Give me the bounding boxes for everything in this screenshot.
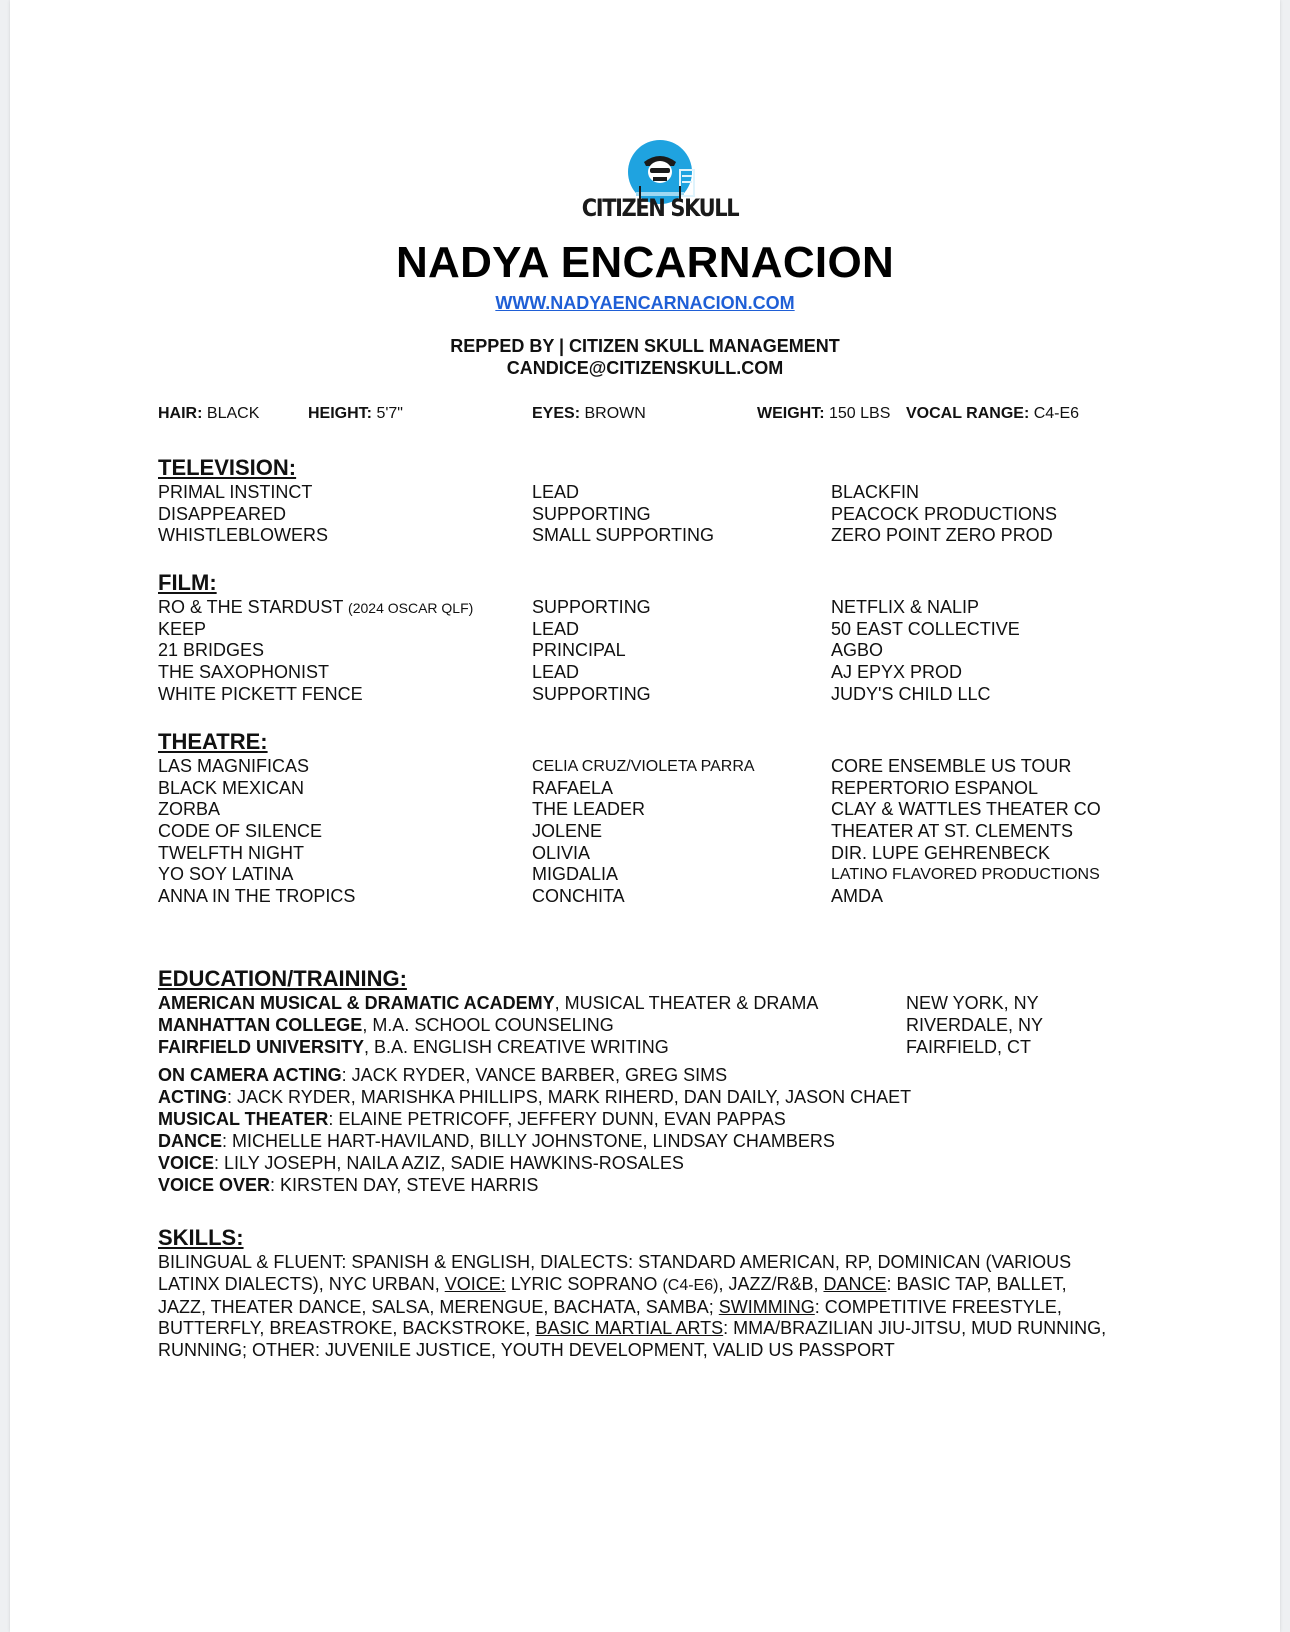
training-line: VOICE OVER: KIRSTEN DAY, STEVE HARRIS (158, 1175, 539, 1195)
stat-vocal-range: VOCAL RANGE: C4-E6 (906, 405, 1080, 422)
education-location: NEW YORK, NY (906, 993, 1039, 1013)
education-line: FAIRFIELD UNIVERSITY, B.A. ENGLISH CREATIVE WRITING (158, 1037, 669, 1057)
skills-heading: SKILLS: (158, 1225, 244, 1250)
theatre-companies: CORE ENSEMBLE US TOUR REPERTORIO ESPANOL CLAY & WATTLES THEATER CO THEATER AT ST. CLEMENTS DIR. LUPE GEHRENBECK LATINO FLAVORED PRODUCTIONS AMDA (831, 756, 1101, 907)
stat-hair: HAIR: BLACK (158, 405, 260, 422)
logo-wordmark: CITIZEN SKULL (581, 194, 739, 222)
education-heading: EDUCATION/TRAINING: (158, 966, 407, 991)
film-titles: RO & THE STARDUST (2024 OSCAR QLF) KEEP 21 BRIDGES THE SAXOPHONIST WHITE PICKETT FENCE (158, 597, 474, 704)
film-companies: NETFLIX & NALIP 50 EAST COLLECTIVE AGBO AJ EPYX PROD JUDY'S CHILD LLC (831, 597, 1020, 704)
training-line: DANCE: MICHELLE HART-HAVILAND, BILLY JOHNSTONE, LINDSAY CHAMBERS (158, 1131, 835, 1151)
television-roles: LEAD SUPPORTING SMALL SUPPORTING (532, 482, 715, 546)
stat-weight: WEIGHT: 150 LBS (757, 405, 891, 422)
training-line: VOICE: LILY JOSEPH, NAILA AZIZ, SADIE HAWKINS-ROSALES (158, 1153, 684, 1173)
skills-paragraph: BILINGUAL & FLUENT: SPANISH & ENGLISH, DIALECTS: STANDARD AMERICAN, RP, DOMINICAN (VARIOUS LATINX DIALECTS), NYC URBAN, VOICE: LYRIC SOPRANO (C4-E6), JAZZ/R&B, DANCE: BASIC TAP, BALLET, JAZZ, THEATER DANCE, SALSA, MERENGUE, BACHATA, SAMBA; SWIMMING: COMPETITIVE FREESTYLE, BUTTERFLY, BREASTROKE, BACKSTROKE, BASIC MARTIAL ARTS: MMA/BRAZILIAN JIU-JITSU, MUD RUNNING, RUNNING; OTHER: JUVENILE JUSTICE, YOUTH DEVELOPMENT, VALID US PASSPORT (158, 1252, 1107, 1361)
actor-name: NADYA ENCARNACION (395, 238, 895, 287)
education-location: RIVERDALE, NY (906, 1015, 1044, 1035)
training-line: ON CAMERA ACTING: JACK RYDER, VANCE BARBER, GREG SIMS (158, 1065, 728, 1085)
film-heading: FILM: (158, 570, 217, 595)
stat-eyes: EYES: BROWN (532, 405, 646, 422)
training-line: ACTING: JACK RYDER, MARISHKA PHILLIPS, MARK RIHERD, DAN DAILY, JASON CHAET (158, 1087, 912, 1107)
education-location: FAIRFIELD, CT (906, 1037, 1032, 1057)
education-line: MANHATTAN COLLEGE, M.A. SCHOOL COUNSELING (158, 1015, 614, 1035)
film-roles: SUPPORTING LEAD PRINCIPAL LEAD SUPPORTING (532, 597, 651, 704)
education-line: AMERICAN MUSICAL & DRAMATIC ACADEMY, MUSICAL THEATER & DRAMA (158, 993, 819, 1013)
website-link[interactable]: WWW.NADYAENCARNACION.COM (495, 293, 795, 313)
agent-email[interactable]: CANDICE@CITIZENSKULL.COM (506, 358, 784, 378)
citizen-skull-logo (570, 140, 750, 240)
theatre-titles: LAS MAGNIFICAS BLACK MEXICAN ZORBA CODE OF SILENCE TWELFTH NIGHT YO SOY LATINA ANNA IN THE TROPICS (158, 756, 356, 907)
representation: REPPED BY | CITIZEN SKULL MANAGEMENT (450, 336, 840, 356)
theatre-roles: CELIA CRUZ/VIOLETA PARRA RAFAELA THE LEADER JOLENE OLIVIA MIGDALIA CONCHITA (532, 758, 755, 907)
training-line: MUSICAL THEATER: ELAINE PETRICOFF, JEFFERY DUNN, EVAN PAPPAS (158, 1109, 786, 1129)
theatre-heading: THEATRE: (158, 729, 268, 754)
television-companies: BLACKFIN PEACOCK PRODUCTIONS ZERO POINT ZERO PROD (831, 482, 1058, 546)
television-titles: PRIMAL INSTINCT DISAPPEARED WHISTLEBLOWERS (158, 482, 329, 546)
television-heading: TELEVISION: (158, 455, 297, 480)
stat-height: HEIGHT: 5'7" (308, 405, 403, 422)
resume-page (10, 0, 1280, 1632)
